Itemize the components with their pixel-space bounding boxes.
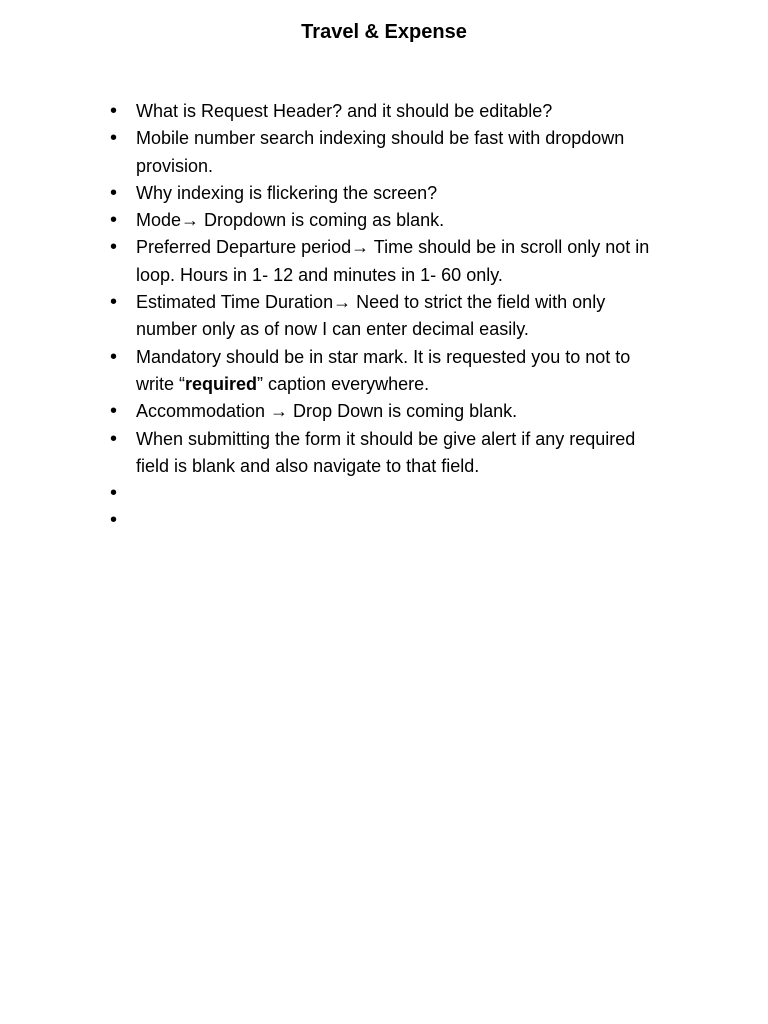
list-item-text: What is Request Header? and it should be editable? [136, 101, 553, 121]
list-item-text: Accommodation → Drop Down is coming blank. [136, 401, 518, 422]
list-item [110, 207, 670, 234]
list-item [110, 398, 670, 425]
list-item-text: Estimated Time Duration→ Need to strict the field with only number only as of now I can enter decimal easily. [136, 292, 606, 340]
list-item-text-bold: required [185, 373, 258, 394]
list-item-empty [110, 480, 670, 507]
list-item-empty [110, 507, 670, 534]
list-item [110, 98, 670, 125]
list-item [110, 426, 670, 481]
list-item-text: Why indexing is flickering the screen? [136, 182, 438, 203]
list-item-text-after: ” caption everywhere. [257, 373, 430, 394]
list-item-text: Mobile number search indexing should be fast with dropdown provision. [136, 128, 625, 176]
list-item-text-before: Mandatory should be in star mark. It is requested you to not to write “ [136, 346, 631, 394]
list-item-text: Preferred Departure period→ Time should be in scroll only not in loop. Hours in 1- 12 and minutes in 1- 60 only. [136, 237, 650, 285]
list-item [110, 289, 670, 344]
list-item [110, 180, 670, 207]
bullet-list [110, 98, 670, 535]
list-item [110, 234, 670, 289]
document-title: Travel & Expense [301, 21, 467, 43]
list-item [110, 344, 670, 399]
list-item-text: Mode→ Dropdown is coming as blank. [136, 210, 445, 231]
list-item [110, 125, 670, 180]
list-item-text: When submitting the form it should be give alert if any required field is blank and also navigate to that field. [136, 428, 636, 476]
